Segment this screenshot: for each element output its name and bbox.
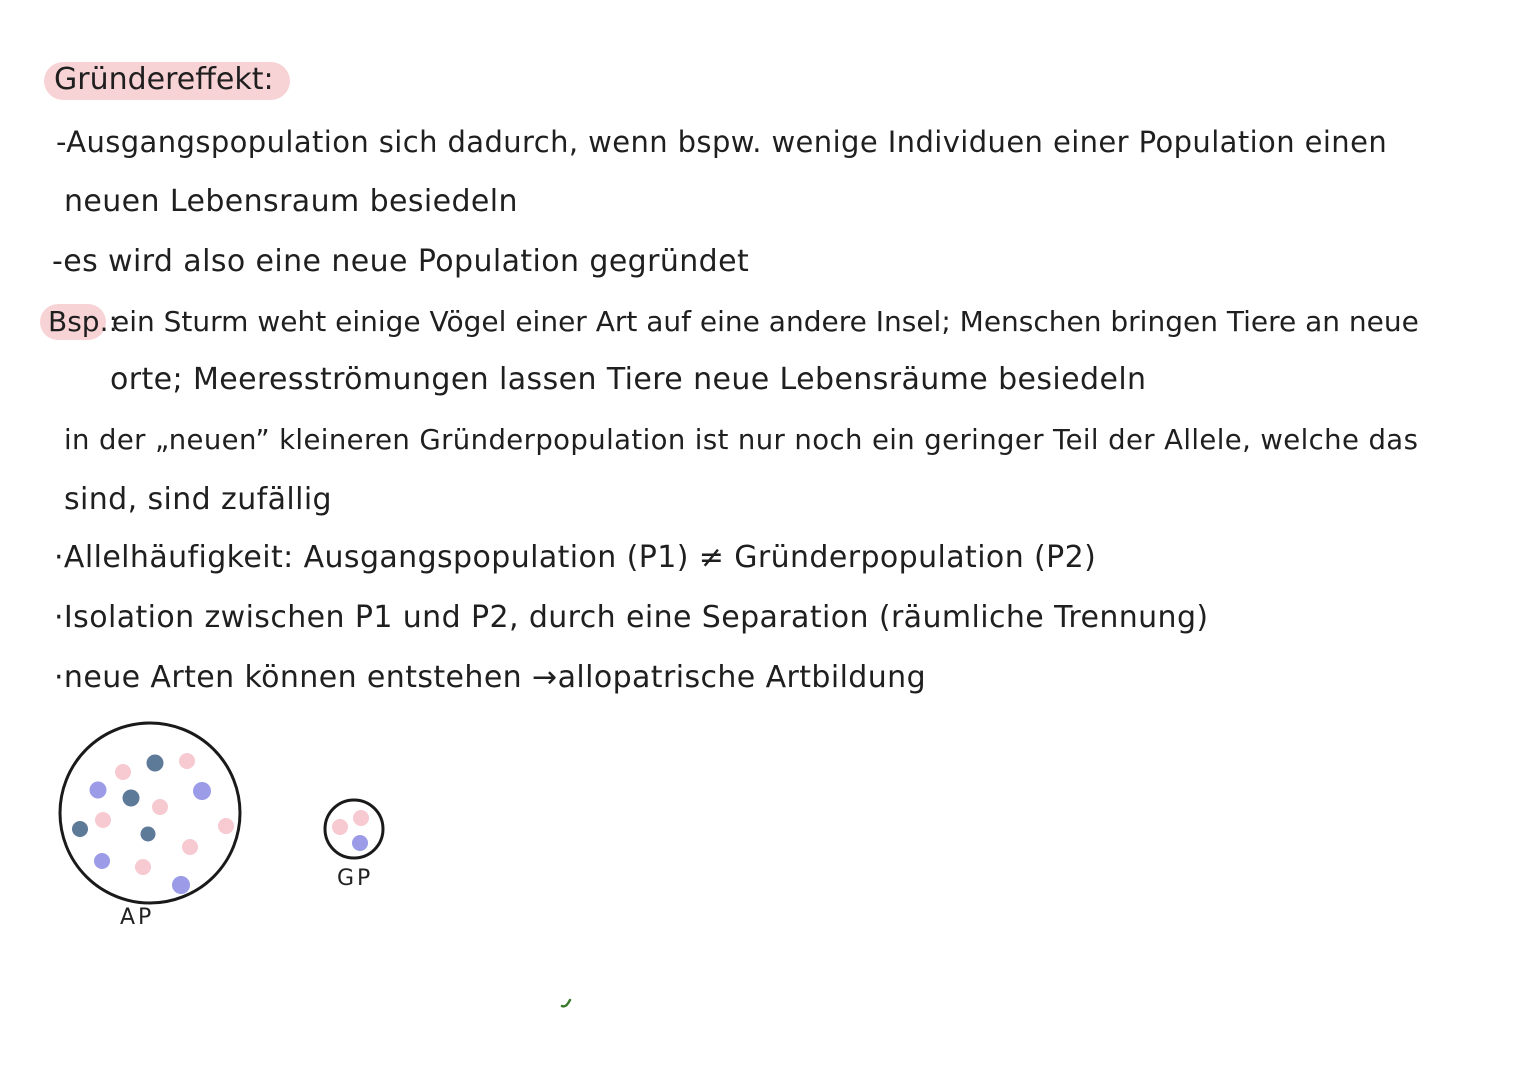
ap-dot [193,782,211,800]
note-line-10: ·neue Arten können entstehen →allopatrische Artbildung [54,660,927,695]
gp-label: GP [337,866,374,891]
ap-dot [179,753,195,769]
note-line-3: -es wird also eine neue Population gegründet [52,244,750,279]
note-line-8: ·Allelhäufigkeit: Ausgangspopulation (P1) ≠ Gründerpopulation (P2) [54,540,1097,575]
ap-dot [115,764,131,780]
ap-dot [141,827,156,842]
example-text: ein Sturm weht einige Vögel einer Art auf eine andere Insel; Menschen bringen Tiere an neue [112,305,1419,338]
ap-dot [135,859,151,875]
ap-dot [218,818,234,834]
note-line-2: neuen Lebensraum besiedeln [64,184,518,219]
ap-dot [147,755,164,772]
ap-dot [182,839,198,855]
note-line-7: sind, sind zufällig [64,482,333,517]
ap-dot [95,812,111,828]
population-diagram [40,710,460,970]
page-title: Gründereffekt: [54,62,274,97]
note-line-6: in der „neuen” kleineren Gründerpopulation ist nur noch ein geringer Teil der Allele, welche das [64,424,1419,456]
gp-dot [353,810,369,826]
gp-dot [352,835,368,851]
check-mark-icon [560,996,574,1010]
note-line-1: -Ausgangspopulation sich dadurch, wenn bspw. wenige Individuen einer Population einen [56,125,1388,159]
ap-circle [60,723,240,903]
ap-dot [94,853,110,869]
ap-label: AP [120,905,155,930]
ap-dot [123,790,140,807]
gp-dot [332,819,348,835]
note-line-5: orte; Meeresströmungen lassen Tiere neue Lebensräume besiedeln [110,362,1147,397]
ap-dot [172,876,190,894]
note-line-9: ·Isolation zwischen P1 und P2, durch eine Separation (räumliche Trennung) [54,600,1209,635]
ap-dot [72,821,88,837]
ap-dot [90,782,107,799]
example-label: Bsp.: [48,305,118,338]
ap-dot [152,799,168,815]
